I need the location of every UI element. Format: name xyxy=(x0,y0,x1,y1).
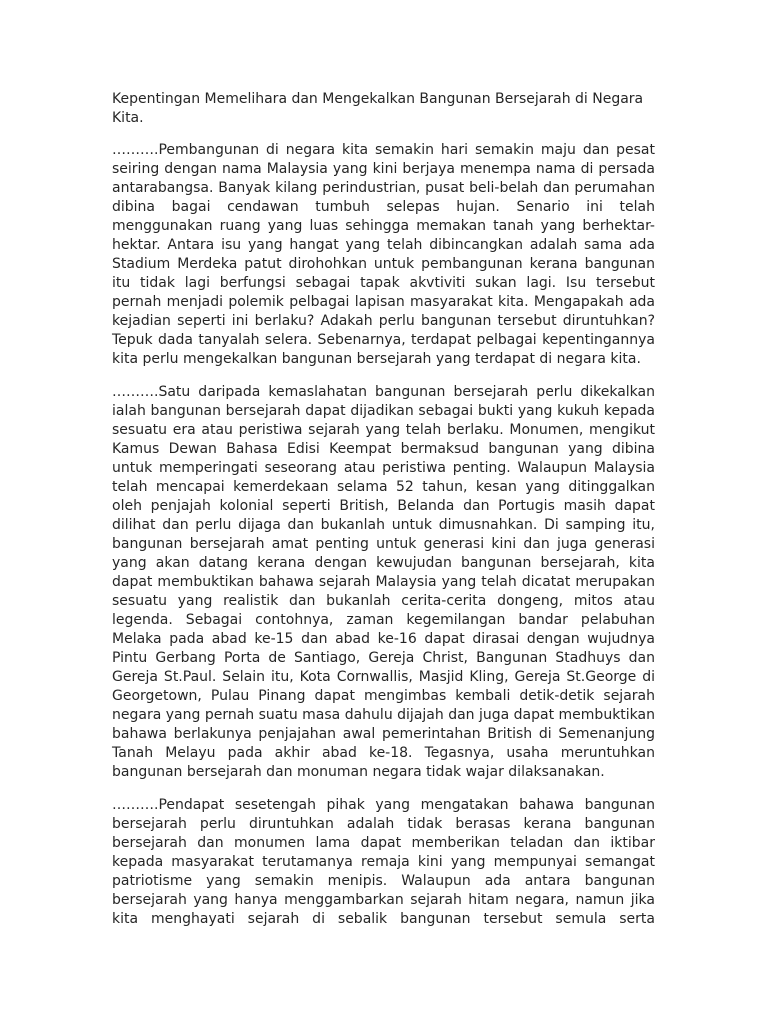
paragraph-historical-evidence: ……….Satu daripada kemaslahatan bangunan bersejarah perlu dikekalkan ialah bangunan bersejarah dapat dijadikan sebagai bukti yang kukuh kepada sesuatu era atau peristiwa sejarah yang telah berlaku. Monumen, mengikut Kamus Dewan Bahasa Edisi Keempat bermaksud bangunan yang dibina untuk memperingati seseorang atau peristiwa penting. Walaupun Malaysia telah mencapai kemerdekaan selama 52 tahun, kesan yang ditinggalkan oleh penjajah kolonial seperti British, Belanda dan Portugis masih dapat dilihat dan perlu dijaga dan bukanlah untuk dimusnahkan. Di samping itu, bangunan bersejarah amat penting untuk generasi kini dan juga generasi yang akan datang kerana dengan kewujudan bangunan bersejarah, kita dapat membuktikan bahawa sejarah Malaysia yang telah dicatat merupakan sesuatu yang realistik dan bukanlah cerita-cerita dongeng, mitos atau legenda. Sebagai contohnya, zaman kegemilangan bandar pelabuhan Melaka pada abad ke-15 dan abad ke-16 dapat dirasai dengan wujudnya Pintu Gerbang Porta de Santiago, Gereja Christ, Bangunan Stadhuys dan Gereja St.Paul. Selain itu, Kota Cornwallis, Masjid Kling, Gereja St.George di Georgetown, Pulau Pinang dapat mengimbas kembali detik-detik sejarah negara yang pernah suatu masa dahulu dijajah dan juga dapat membuktikan bahawa berlakunya penjajahan awal pemerintahan British di Semenanjung Tanah Melayu pada akhir abad ke-18. Tegasnya, usaha meruntuhkan bangunan bersejarah dan monuman negara tidak wajar dilaksanakan. xyxy=(112,384,655,780)
paragraph-lessons-for-youth: ……….Pendapat sesetengah pihak yang mengatakan bahawa bangunan bersejarah perlu diruntuhkan adalah tidak berasas kerana bangunan bersejarah dan monumen lama dapat memberikan teladan dan iktibar kepada masyarakat terutamanya remaja kini yang mempunyai semangat patriotisme yang semakin menipis. Walaupun ada antara bangunan bersejarah yang hanya menggambarkan sejarah hitam negara, namun jika kita menghayati sejarah di sebalik bangunan tersebut semula serta xyxy=(112,797,655,927)
document-title: Kepentingan Memelihara dan Mengekalkan Bangunan Bersejarah di Negara Kita. xyxy=(112,91,644,126)
paragraph-introduction: ……….Pembangunan di negara kita semakin hari semakin maju dan pesat seiring dengan nama Malaysia yang kini berjaya menempa nama di persada antarabangsa. Banyak kilang perindustrian, pusat beli-belah dan perumahan dibina bagai cendawan tumbuh selepas hujan. Senario ini telah menggunakan ruang yang luas sehingga memakan tanah yang berhektar-hektar. Antara isu yang hangat yang telah dibincangkan adalah sama ada Stadium Merdeka patut dirohohkan untuk pembangunan kerana bangunan itu tidak lagi berfungsi sebagai tapak akvtiviti sukan lagi. Isu tersebut pernah menjadi polemik pelbagai lapisan masyarakat kita. Mengapakah ada kejadian seperti ini berlaku? Adakah perlu bangunan tersebut diruntuhkan? Tepuk dada tanyalah selera. Sebenarnya, terdapat pelbagai kepentingannya kita perlu mengekalkan bangunan bersejarah yang terdapat di negara kita. xyxy=(112,142,655,367)
document-page xyxy=(112,90,655,943)
